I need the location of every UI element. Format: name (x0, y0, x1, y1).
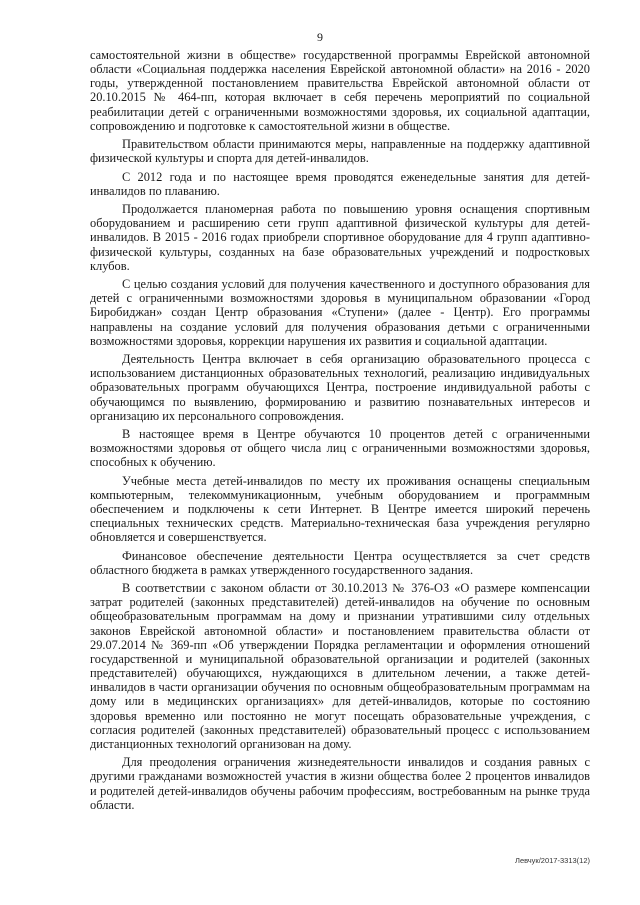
paragraph-7: В настоящее время в Центре обучаются 10 процентов детей с ограниченными возможностями здоровья от общего числа лиц с ограниченными возможностями здоровья, способных к обучению. (90, 427, 590, 470)
paragraph-11: Для преодоления ограничения жизнедеятельности инвалидов и создания равных с другими гражданами возможностей участия в жизни общества более 2 процентов инвалидов и родителей детей-инвалидов обучены рабочим профессиям, востребованным на рынке труда области. (90, 755, 590, 812)
footer-document-code: Левчук/2017-3313(12) (515, 856, 590, 865)
paragraph-1: самостоятельной жизни в обществе» государственной программы Еврейской автономной области «Социальная поддержка населения Еврейской автономной области» на 2016 - 2020 годы, утвержденной постановлением правительства Еврейской автономной области от 20.10.2015 № 464-пп, которая включает в себя перечень мероприятий по социальной реабилитации детей с ограниченными возможностями здоровья, их социальной адаптации, сопровождению и подготовке к самостоятельной жизни в обществе. (90, 48, 590, 133)
document-body (90, 48, 590, 816)
paragraph-8: Учебные места детей-инвалидов по месту их проживания оснащены специальным компьютерным, телекоммуникационным, учебным оборудованием и программным обеспечением и подключены к сети Интернет. В Центре имеется широкий перечень специальных технических средств. Материально-техническая база учреждения регулярно обновляется и совершенствуется. (90, 473, 590, 545)
paragraph-2: Правительством области принимаются меры, направленные на поддержку адаптивной физической культуры и спорта для детей-инвалидов. (90, 137, 590, 166)
paragraph-10: В соответствии с законом области от 30.10.2013 № 376-ОЗ «О размере компенсации затрат родителей (законных представителей) детей-инвалидов на обучение по основным общеобразовательным программам на дому и признании утратившими силу отдельных законов Еврейской автономной области» и постановлением правительства области от 29.07.2014 № 369-пп «Об утверждении Порядка регламентации и оформления отношений государственной и муниципальной образовательной организации и родителей (законных представителей) обучающихся, нуждающихся в длительном лечении, а также детей-инвалидов в части организации обучения по основным общеобразовательным программам на дому или в медицинских организациях» для детей-инвалидов, которые по состоянию здоровья временно или постоянно не могут посещать образовательные учреждения, с согласия родителей (законных представителей) образовательный процесс с использованием дистанционных технологий организован на дому. (90, 581, 590, 751)
paragraph-9: Финансовое обеспечение деятельности Центра осуществляется за счет средств областного бюджета в рамках утвержденного государственного задания. (90, 548, 590, 577)
paragraph-3: С 2012 года и по настоящее время проводятся еженедельные занятия для детей-инвалидов по плаванию. (90, 169, 590, 198)
page-number: 9 (317, 30, 323, 44)
paragraph-5: С целью создания условий для получения качественного и доступного образования для детей с ограниченными возможностями здоровья в муниципальном образовании «Город Биробиджан» создан Центр образования «Ступени» (далее - Центр). Его программы направлены на создание условий для получения образования детьми с ограниченными возможностями здоровья, коррекции нарушения их развития и социальной адаптации. (90, 277, 590, 348)
paragraph-6: Деятельность Центра включает в себя организацию образовательного процесса с использованием дистанционных образовательных технологий, реализацию индивидуальных образовательных программ обучающихся Центра, построение индивидуальной работы с обучающимся по выявлению, формированию и развитию познавательных интересов и организацию их персонального сопровождения. (90, 352, 590, 423)
paragraph-4: Продолжается планомерная работа по повышению уровня оснащения спортивным оборудованием и расширению сети групп адаптивной физической культуры для детей-инвалидов. В 2015 - 2016 годах приобрели спортивное оборудование для 4 групп адаптивно-физической культуры, созданных на базе образовательных учреждений и подростковых клубов. (90, 202, 590, 273)
